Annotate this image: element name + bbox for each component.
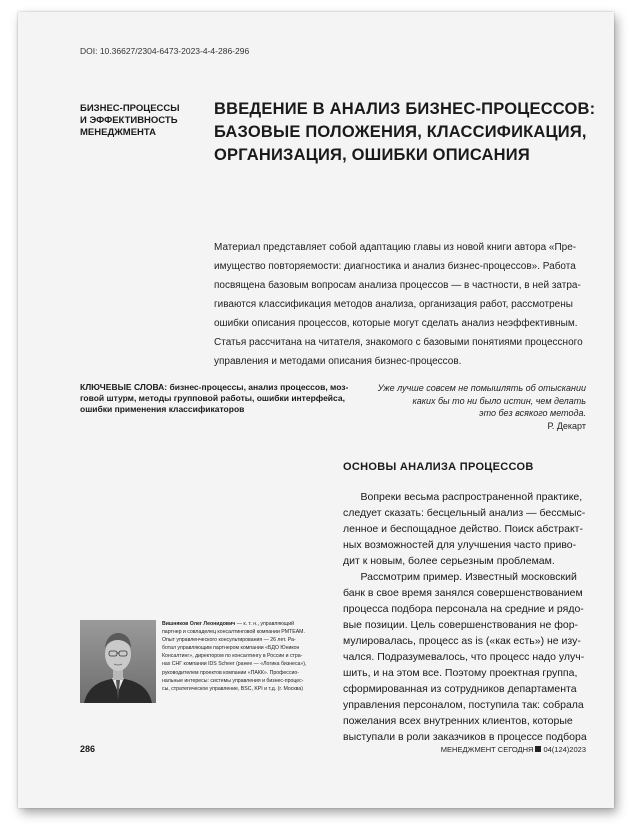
- body-line: сформированная из сотрудников департамента: [343, 683, 577, 695]
- body-line: ных возможностей для улучшения часто приво-: [343, 539, 577, 551]
- journal-issue: 04(124)2023: [543, 745, 586, 754]
- body-line: управления персоналом, поступила так: собрала: [343, 699, 584, 711]
- epigraph-author: Р. Декарт: [547, 420, 586, 431]
- abstract-line: Статья рассчитана на читателя, знакомого с базовыми понятиями процессного: [214, 337, 583, 348]
- body-text: [343, 489, 589, 745]
- section-label: [80, 103, 200, 139]
- body-line: пожелания всех внутренних клиентов, которые: [343, 715, 573, 727]
- abstract: [214, 238, 586, 371]
- abstract-line: управления и методами описания бизнес-процессов.: [214, 356, 462, 367]
- title-line: БАЗОВЫЕ ПОЛОЖЕНИЯ, КЛАССИФИКАЦИЯ,: [214, 123, 587, 141]
- bio-line: Вишняков Олег Леонидович — к. т. н., управляющий: [162, 621, 295, 627]
- page-number: 286: [80, 744, 96, 754]
- keywords: [80, 382, 349, 415]
- body-line: ленное и беспощадное действо. Поиск абстракт-: [343, 523, 583, 535]
- section-heading: ОСНОВЫ АНАЛИЗА ПРОЦЕССОВ: [343, 461, 534, 473]
- keywords-line: ошибки применения классификаторов: [80, 404, 245, 414]
- abstract-line: посвящена базовым вопросам анализа процессов — в частности, в ней затра-: [214, 280, 581, 291]
- bio-line: нах СНГ компании IDS Scheer (ранее — «Логика бизнеса»),: [162, 661, 307, 668]
- body-line: Вопреки весьма распространенной практике,: [343, 491, 583, 503]
- epigraph-line: каких бы то ни было истин, чем делать: [412, 395, 586, 406]
- section-line: И ЭФФЕКТИВНОСТЬ: [80, 115, 178, 126]
- author-bio: [162, 620, 332, 693]
- bio-line: сы, стратегическое управление, BSC, KPI и т.д. (г. Москва): [162, 685, 303, 692]
- abstract-line: имущество повторяемости: диагностика и анализ бизнес-процессов». Работа: [214, 261, 576, 272]
- journal-name: МЕНЕДЖМЕНТ СЕГОДНЯ: [440, 745, 534, 754]
- epigraph-line: это без всякого метода.: [479, 408, 586, 418]
- abstract-line: Материал представляет собой адаптацию главы из новой книги автора «Пре-: [214, 242, 577, 253]
- epigraph: [378, 382, 586, 432]
- title-line: ОРГАНИЗАЦИЯ, ОШИБКИ ОПИСАНИЯ: [214, 146, 530, 164]
- body-line: следует сказать: бесцельный анализ — бессмыс-: [343, 507, 586, 519]
- article-title: [214, 98, 604, 167]
- section-line: МЕНЕДЖМЕНТА: [80, 127, 156, 138]
- journal-footer: [441, 745, 586, 754]
- bio-line: Опыт управленческого консультирования — 26 лет. Ра-: [162, 637, 296, 644]
- body-line: чался. Подразумевалось, что процесс надо улуч-: [343, 651, 585, 663]
- bio-line: нальные интересы: системы управления и бизнес-процес-: [162, 677, 304, 684]
- body-line: Рассмотрим пример. Известный московский: [343, 571, 577, 583]
- section-line: БИЗНЕС-ПРОЦЕССЫ: [80, 103, 180, 114]
- bio-line: Консалтинг», директором по консалтингу в России и стра-: [162, 653, 303, 660]
- epigraph-line: Уже лучше совсем не помышлять об отыскании: [377, 383, 586, 393]
- abstract-line: ошибки описания процессов, которые могут сделать анализ неэффективным.: [214, 318, 578, 329]
- keywords-line: говой штурм, методы групповой работы, ошибки интерфейса,: [80, 393, 345, 403]
- body-line: процесса подбора персонала на средние и рядо-: [343, 603, 584, 615]
- body-line: мулировалась, процесс as is («как есть») не изу-: [343, 635, 581, 647]
- author-photo: [80, 620, 156, 703]
- square-icon: [535, 746, 541, 752]
- author-name: Вишняков Олег Леонидович: [162, 621, 237, 627]
- body-line: выступали в роли заказчиков в процессе подбора: [343, 731, 587, 743]
- body-line: вые позиции. Цель совершенствования не фор-: [343, 619, 579, 631]
- doi-line: DOI: 10.36627/2304-6473-2023-4-4-286-296: [80, 46, 250, 56]
- keywords-line: КЛЮЧЕВЫЕ СЛОВА: бизнес-процессы, анализ процессов, моз-: [80, 382, 349, 392]
- bio-line: руководителем проектов компании «ПАКК». Профессио-: [162, 669, 299, 676]
- bio-line: партнер и совладелец консалтинговой компании PMTEAM.: [162, 629, 305, 636]
- body-line: шить, и на этом все. Поэтому проектная группа,: [343, 667, 578, 679]
- body-line: дит к новым, более серьезным проблемам.: [343, 555, 555, 567]
- body-line: банк в свое время занялся совершенствованием: [343, 587, 583, 599]
- abstract-line: гиваются классификация методов анализа, организация работ, рассмотрены: [214, 299, 573, 310]
- title-line: ВВЕДЕНИЕ В АНАЛИЗ БИЗНЕС-ПРОЦЕССОВ:: [214, 100, 596, 118]
- bio-line: ботал управляющим партнером компании «БДО Юникон: [162, 645, 300, 652]
